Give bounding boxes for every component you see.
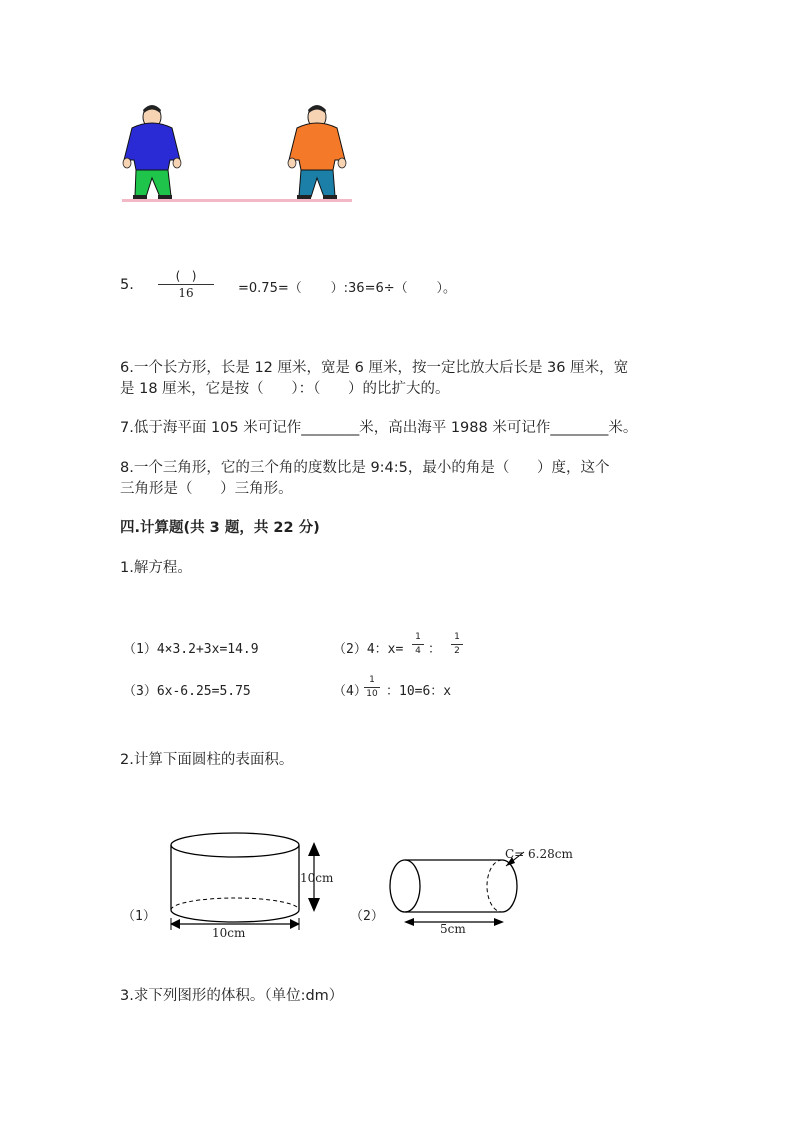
c1-eq2-fraction2-den: 2: [454, 646, 460, 656]
cyl2-left-ellipse: [390, 860, 420, 912]
c2-fig1-label: （1）: [122, 909, 156, 924]
cyl1-bottom-back: [171, 898, 299, 910]
c1-eq4-fraction-den: 10: [366, 689, 378, 699]
q5-number: 5.: [120, 277, 134, 293]
c2-fig1-height-label: 10cm: [300, 871, 334, 885]
c1-eq4-fraction-num: 1: [369, 675, 375, 685]
q5-fraction: [158, 270, 214, 299]
section-4-heading: 四.计算题(共 3 题，共 22 分): [120, 520, 320, 536]
c1-eq4-fraction: [364, 676, 380, 699]
c1-eq2-fraction1-den: 4: [415, 646, 421, 656]
man-blue-shirt: [123, 105, 181, 199]
q6-line2: 是 18 厘米，它是按（ ）：（ ）的比扩大的。: [120, 381, 450, 397]
cyl2-right-front: [502, 860, 517, 912]
c1-eq4-fraction-bar: [364, 687, 380, 688]
q7-text: 7.低于海平面 105 米可记作________米，高出海平 1988 米可记作________米。: [120, 420, 638, 436]
cyl2-right-back: [487, 860, 502, 912]
cyl2-length-arrowhead-left: [404, 918, 414, 926]
c1-title: 1.解方程。: [120, 560, 192, 576]
q5-fraction-bar: [158, 284, 214, 285]
c1-eq2-prefix: （2）4：x=: [333, 642, 404, 657]
ground-line: [122, 199, 352, 202]
cyl1-top-ellipse: [171, 833, 299, 857]
q8-line2: 三角形是（ ）三角形。: [120, 481, 293, 497]
c1-eq2-fraction2-bar: [451, 644, 463, 645]
c2-fig1-diameter-label: 10cm: [212, 926, 246, 940]
c2-fig2-label: （2）: [350, 909, 384, 924]
c1-eq2-fraction1-bar: [412, 644, 424, 645]
c3-title: 3.求下列图形的体积。（单位:dm）: [120, 988, 344, 1004]
cyl1-height-arrowhead-down: [308, 898, 320, 912]
cylinder-figure-1: [164, 828, 348, 946]
c2-title: 2.计算下面圆柱的表面积。: [120, 752, 294, 768]
c1-eq2-fraction2: [451, 633, 463, 656]
cyl1-height-arrowhead-up: [308, 842, 320, 856]
q6-line1: 6.一个长方形，长是 12 厘米，宽是 6 厘米，按一定比放大后长是 36 厘米，宽: [120, 360, 629, 376]
c2-fig2-circumference-label: C= 6.28cm: [505, 847, 573, 861]
c2-fig2-length-label: 5cm: [440, 922, 466, 936]
q5-equation-rest: =0.75=（ ）:36=6÷（ ）。: [238, 281, 457, 296]
cyl1-bottom-front: [171, 910, 299, 922]
c1-eq2-fraction2-num: 1: [454, 632, 460, 642]
q8-line1: 8.一个三角形，它的三个角的度数比是 9:4:5，最小的角是（ ）度，这个: [120, 460, 610, 476]
cyl2-length-arrowhead-right: [494, 918, 504, 926]
q5-fraction-denominator: 16: [178, 286, 194, 300]
q5-fraction-numerator: ( ): [175, 269, 197, 283]
c1-eq2-fraction1: [412, 633, 424, 656]
c1-eq1: （1）4×3.2+3x=14.9: [123, 642, 259, 657]
two-men-illustration: [118, 100, 358, 206]
c1-eq4-rest: ：10=6：x: [386, 684, 452, 699]
c1-eq2-fraction1-num: 1: [415, 632, 421, 642]
c1-eq4-prefix: （4）: [333, 684, 367, 699]
man-orange-shirt: [288, 105, 346, 199]
c1-eq3: （3）6x-6.25=5.75: [123, 684, 251, 699]
c1-eq2-colon: ：: [428, 642, 442, 657]
